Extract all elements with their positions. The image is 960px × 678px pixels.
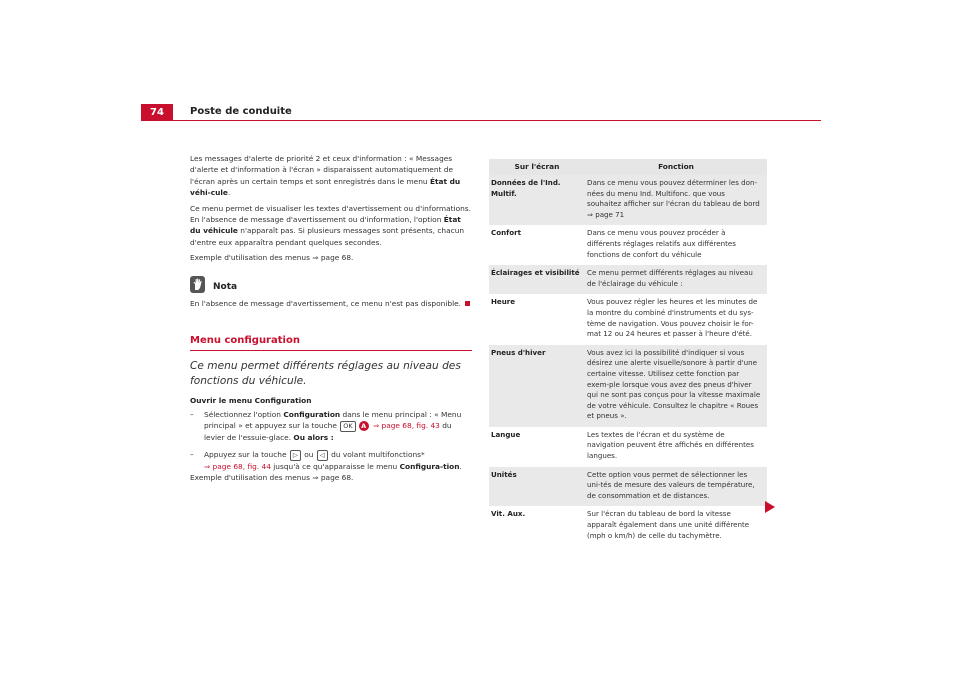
end-of-section-marker [465,301,470,306]
header-rule [141,120,821,121]
step-1-bold-2: Ou alors : [293,432,334,442]
step-2-f: . [459,461,462,471]
row-text: Dans ce menu vous pouvez procéder à différents réglages relatifs aux différentes fonctions de confort du véhicule [587,228,736,259]
a-key-icon: A [359,421,369,431]
section-lead: Ce menu permet différents réglages au niveau des fonctions du véhicule. [190,360,461,388]
footnote: Exemple d'utilisation des menus ⇒ page 68. [190,473,354,483]
next-key-icon: ▷ [290,450,301,461]
row-label: Langue [491,429,521,439]
step-2-d: jusqu'à ce qu'apparaisse le menu [270,461,400,471]
subheading-open-menu: Ouvrir le menu Configuration [190,396,312,406]
nota-title: Nota [213,281,238,292]
table-row [489,294,767,344]
step-2-bold: Configura-tion [399,461,460,471]
section-title: Menu configuration [190,335,472,351]
step-1-d: du levier de l'essuie-glace. [204,421,452,442]
row-text: Vous avez ici la possibilité d'indiquer si vous désirez une alerte visuelle/sonore à partir d'une certaine vitesse. Utilisez cette fonction par exem-ple lorsque vous avez des pneus d'hiver qui ne sont pas conçus pour la vitesse maximale de votre véhicule. Consultez le chapitre « Roues et pneus ». [587,347,761,421]
step-2 [190,449,472,472]
paragraph-1 [190,153,472,199]
prev-key-icon: ◁ [317,450,328,461]
row-label: Vit. Aux. [491,509,526,519]
nota-paragraph [190,298,472,309]
row-text: Les textes de l'écran et du système de navigation peuvent être affichés en différentes langues. [587,429,754,461]
p1-text: Les messages d'alerte de priorité 2 et ceux d'information : « Messages d'alerte et d'information à l'écran » disparaissent automatiquement de l'écran après un certain temps et sont enregistrés dans le menu [190,154,454,186]
step-1 [190,409,472,443]
step-1-a: Sélectionnez l'option [204,409,284,419]
step-1-link[interactable]: ⇒ page 68, fig. 43 [370,421,440,431]
row-label: Heure [491,297,516,307]
ok-key-icon: OK [340,421,355,432]
column-header-function: Fonction [658,161,694,171]
p2-end: n'apparaît pas. Si plusieurs messages sont présents, chacun d'entre eux apparaîtra pendant quelques secondes. [190,226,465,247]
step-2-link[interactable]: ⇒ page 68, fig. 44 [204,461,271,471]
step-2-a: Appuyez sur la touche [204,450,289,460]
row-text: Ce menu permet différents réglages au niveau de l'éclairage du véhicule : [587,268,753,288]
left-column [190,153,472,488]
step-dash: – [190,450,194,460]
p1-bold: État du véhi-cule [190,176,461,198]
step-1-c: dans le menu principal : « Menu principal » et appuyez sur la touche [204,409,462,431]
config-table [489,159,767,546]
paragraph-2 [190,203,472,249]
table-row [489,265,767,294]
row-text: Cette option vous permet de sélectionner les uni-tés de mesure des valeurs de température, de consommation et de distances. [587,469,755,500]
step-1-text [204,409,472,443]
p2-bold: État du véhicule [190,215,461,236]
note-hand-icon [190,276,205,293]
row-text: Dans ce menu vous pouvez déterminer les don-nées du menu Ind. Multifonc. que vous souhaitez afficher sur l'écran du tableau de bord ⇒ page 71 [587,178,760,219]
step-2-c: du volant multifonctions* [328,450,425,460]
table-header [489,159,767,175]
p2-text: Ce menu permet de visualiser les textes d'avertissement ou d'informations. En l'absence de message d'avertissement ou d'information, l'option [190,203,471,225]
row-label: Confort [491,228,521,238]
step-1-bold: Configuration [283,409,341,419]
step-2-b: ou [301,450,316,460]
column-header-screen: Sur l'écran [514,161,560,171]
row-text: Sur l'écran du tableau de bord la vitesse apparaît également dans une unité différente (mph o km/h) de celle du tachymètre. [587,509,750,540]
next-page-arrow-icon[interactable] [765,501,775,513]
table-row [489,175,767,225]
table-row [489,345,767,427]
page-number: 74 [141,104,173,121]
row-label: Unités [491,469,517,479]
nota-text: En l'absence de message d'avertissement, ce menu n'est pas disponible. [190,298,462,308]
table-row [489,225,767,265]
table-row [489,427,767,467]
page-header-title: Poste de conduite [190,106,292,117]
paragraph-3: Exemple d'utilisation des menus ⇒ page 68. [190,253,354,263]
table-row [489,467,767,507]
row-label: Données de l'Ind. Multif. [491,178,561,198]
row-label: Pneus d'hiver [491,347,546,357]
table-row [489,506,767,546]
p1-end: . [227,188,231,198]
step-2-text [204,449,462,472]
row-label: Éclairages et visibilité [491,268,580,278]
nota-heading [190,274,472,296]
step-dash: – [190,409,194,419]
row-text: Vous pouvez régler les heures et les minutes de la montre du combiné d'instruments et du sys-tème de navigation. Vous pouvez choisir le for-mat 12 ou 24 heures et passer à l'heure d'été. [587,297,758,339]
